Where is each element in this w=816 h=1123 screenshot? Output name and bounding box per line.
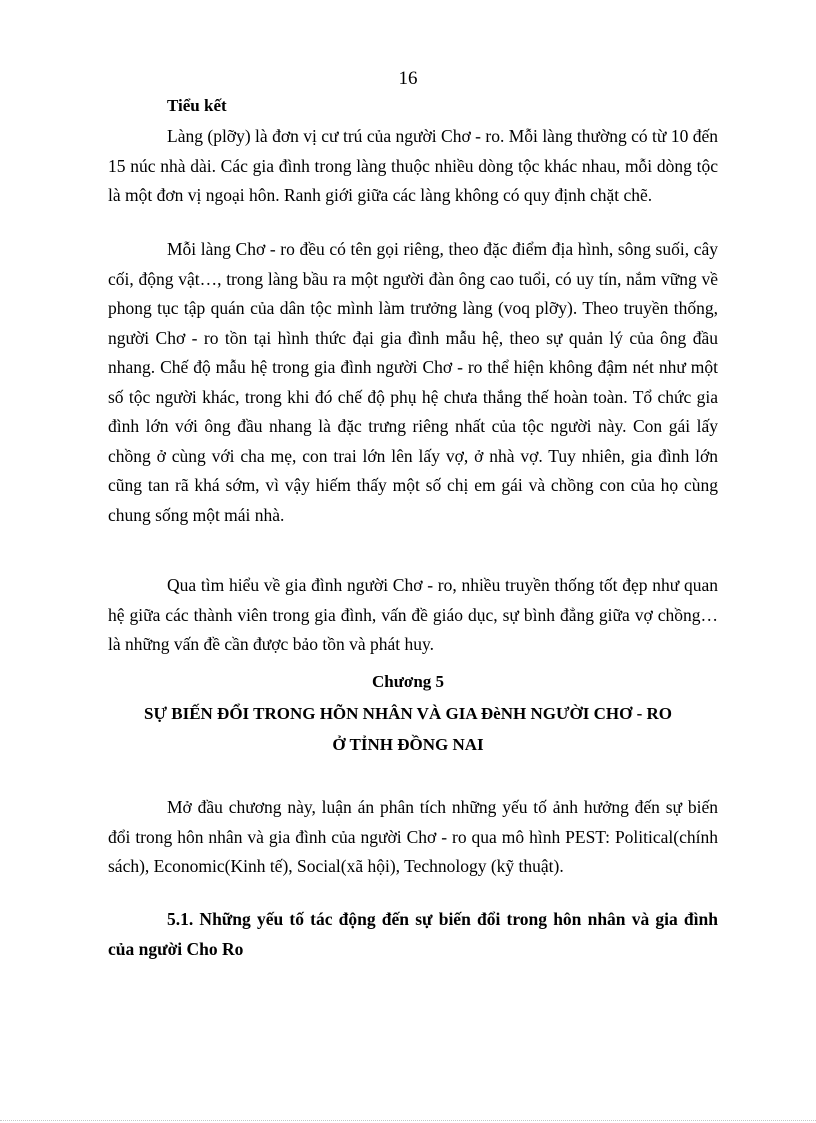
page-bottom-divider [0, 1120, 816, 1121]
chapter-number: Chương 5 [371, 672, 445, 691]
page-number: 16 [398, 68, 418, 89]
chapter-title-line-2: Ở TỈNH ĐỒNG NAI [332, 735, 484, 754]
chapter-intro-paragraph: Mở đầu chương này, luận án phân tích những yếu tố ảnh hưởng đến sự biến đổi trong hôn nhân và gia đình của người Chơ - ro qua mô hình PEST: Political(chính sách), Economic(Kinh tế), Social(xã hội), Technology (kỹ thuật). [108, 797, 718, 876]
section-heading: 5.1. Những yếu tố tác động đến sự biến đổi trong hôn nhân và gia đình của người Cho Ro [108, 909, 718, 959]
summary-paragraph-1: Làng (plỡy) là đơn vị cư trú của người Chơ - ro. Mỗi làng thường có từ 10 đến 15 núc nhà dài. Các gia đình trong làng thuộc nhiều dòng tộc khác nhau, mỗi dòng tộc là một đơn vị ngoại hôn. Ranh giới giữa các làng không có quy định chặt chẽ. [108, 126, 718, 205]
summary-heading: Tiểu kết [167, 96, 227, 115]
chapter-title-line-1: SỰ BIẾN ĐỔI TRONG HÕN NHÂN VÀ GIA ĐèNH NGƯỜI CHƠ - RO [144, 704, 672, 723]
summary-paragraph-3: Qua tìm hiểu về gia đình người Chơ - ro, nhiều truyền thống tốt đẹp như quan hệ giữa các thành viên trong gia đình, vấn đề giáo dục, sự bình đẳng giữa vợ chồng… là những vấn đề cần được bảo tồn và phát huy. [108, 575, 718, 654]
chapter-title [80, 698, 736, 760]
summary-paragraph-2: Mỗi làng Chơ - ro đều có tên gọi riêng, theo đặc điểm địa hình, sông suối, cây cối, động vật…, trong làng bầu ra một người đàn ông cao tuổi, có uy tín, nắm vững về phong tục tập quán của dân tộc mình làm trưởng làng (voq plỡy). Theo truyền thống, người Chơ - ro tồn tại hình thức đại gia đình mẫu hệ, theo sự quản lý của ông đầu nhang. Chế độ mẫu hệ trong gia đình người Chơ - ro thể hiện không đậm nét như một số tộc người khác, trong khi đó chế độ phụ hệ chưa thắng thế hoàn toàn. Tổ chức gia đình lớn với ông đầu nhang là đặc trưng riêng nhất của tộc người này. Con gái lấy chồng ở cùng với cha mẹ, con trai lớn lên lấy vợ, ở nhà vợ. Tuy nhiên, gia đình lớn cũng tan rã khá sớm, vì vậy hiếm thấy một số chị em gái và chồng con của họ cùng chung sống một mái nhà. [108, 239, 718, 525]
